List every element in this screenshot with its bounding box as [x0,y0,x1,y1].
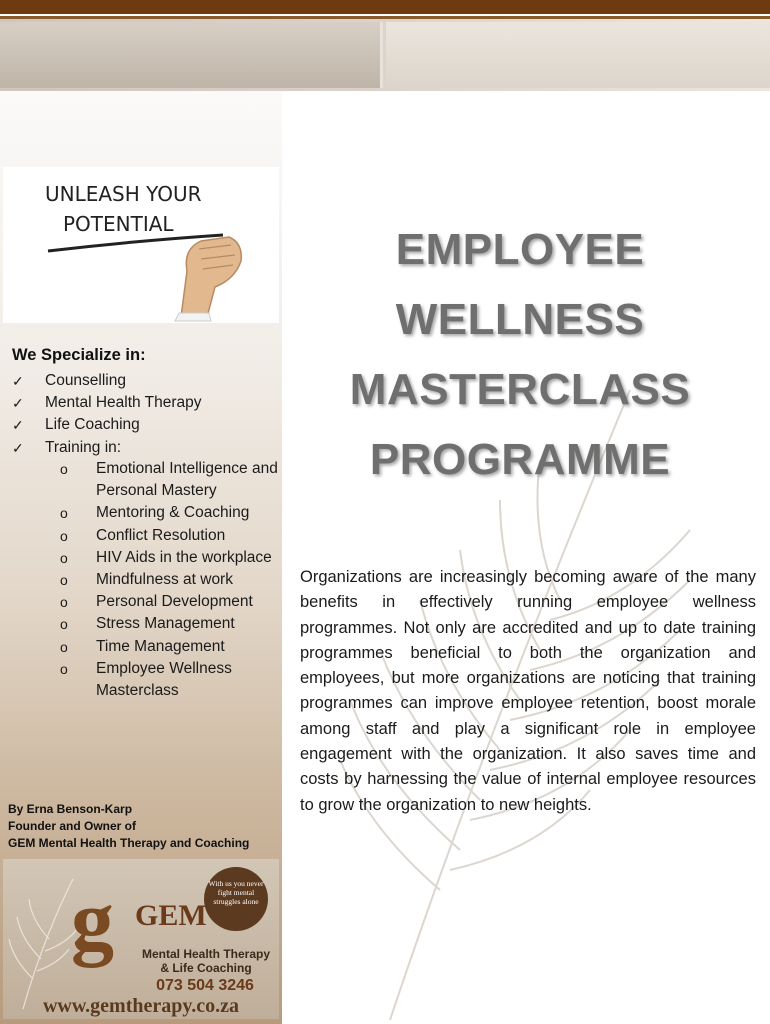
checkmark-icon: ✓ [12,417,24,434]
specialize-list [12,370,280,459]
list-item [12,437,280,459]
hollow-circle-bullet-icon: o [60,660,68,677]
logo-g-letter: g [71,872,114,968]
list-item [60,569,282,591]
list-item [60,547,282,569]
top-bar [0,0,770,14]
title-line: EMPLOYEE [395,225,645,274]
list-item-label: Mentoring & Coaching [96,504,250,522]
title-line: MASTERCLASS [349,365,691,414]
list-item [12,370,280,392]
list-item-label: Employee Wellness Masterclass [96,659,232,700]
title-line: WELLNESS [395,295,645,344]
specialize-heading: We Specialize in: [12,346,146,364]
hollow-circle-bullet-icon: o [60,527,68,544]
author-name: By Erna Benson-Karp [8,802,133,816]
list-item-label: Personal Development [96,593,253,611]
hollow-circle-bullet-icon: o [60,638,68,655]
list-item-label: Emotional Intelligence and Personal Mastery [96,460,278,500]
hollow-circle-bullet-icon: o [60,594,68,611]
logo-service-line: & Life Coaching [160,961,252,975]
list-item-label: Counselling [45,372,126,389]
hollow-circle-bullet-icon: o [60,549,68,566]
author-block [8,801,288,852]
logo-phone: 073 504 3246 [156,977,254,994]
page-title [300,215,740,495]
training-list [60,458,282,702]
list-item [60,591,282,613]
hollow-circle-bullet-icon: o [60,461,68,477]
list-item-label: Life Coaching [45,416,140,434]
checkmark-icon: ✓ [12,373,24,389]
fist-icon [175,237,241,321]
list-item [60,636,282,658]
hero-line2: POTENTIAL [63,212,174,236]
list-item-label: HIV Aids in the workplace [96,548,272,566]
hero-image [3,167,279,323]
hollow-circle-bullet-icon: o [60,572,68,589]
checkmark-icon: ✓ [12,395,24,412]
logo-url: www.gemtherapy.co.za [42,995,240,1017]
list-item [12,414,280,436]
list-item-label: Mindfulness at work [96,571,233,589]
body-paragraph: Organizations are increasingly becoming aware of the many benefits in effectively running employee wellness programmes. Not only are accredited and up to date training programmes beneficial to both the organization and employees, but more organizations are noticing that training programmes can improve employee retention, boost morale among staff and play a significant role in employee engagement with the organization. It also saves time and costs by harnessing the value of internal employee resources to grow the organization to new heights. [300,568,756,814]
list-item-label: Mental Health Therapy [45,394,202,412]
gem-logo [3,859,279,1019]
author-role: Founder and Owner of [8,819,136,833]
list-item [60,613,282,635]
list-item-label: Stress Management [96,615,235,633]
hollow-circle-bullet-icon: o [60,505,68,522]
list-item-label: Time Management [96,637,225,655]
list-item [60,502,282,524]
title-line: PROGRAMME [369,435,671,484]
hero-line1: UNLEASH YOUR [45,182,202,206]
hollow-circle-bullet-icon: o [60,616,68,633]
list-item [60,658,282,702]
list-item-label: Conflict Resolution [96,526,226,544]
logo-services [136,947,276,975]
list-item-label: Training in: [45,438,122,456]
header-panel-right [386,22,770,88]
logo-service-line: Mental Health Therapy [141,947,271,961]
logo-tagline: With us you never fight mental struggles alone [208,879,264,906]
list-item [60,458,282,502]
logo-mark: GEM [135,899,207,932]
checkmark-icon: ✓ [12,439,24,456]
list-item [12,392,280,414]
feather-icon [9,879,77,1009]
list-item [60,525,282,547]
header-panel-left [0,22,383,88]
author-company: GEM Mental Health Therapy and Coaching [8,836,250,850]
